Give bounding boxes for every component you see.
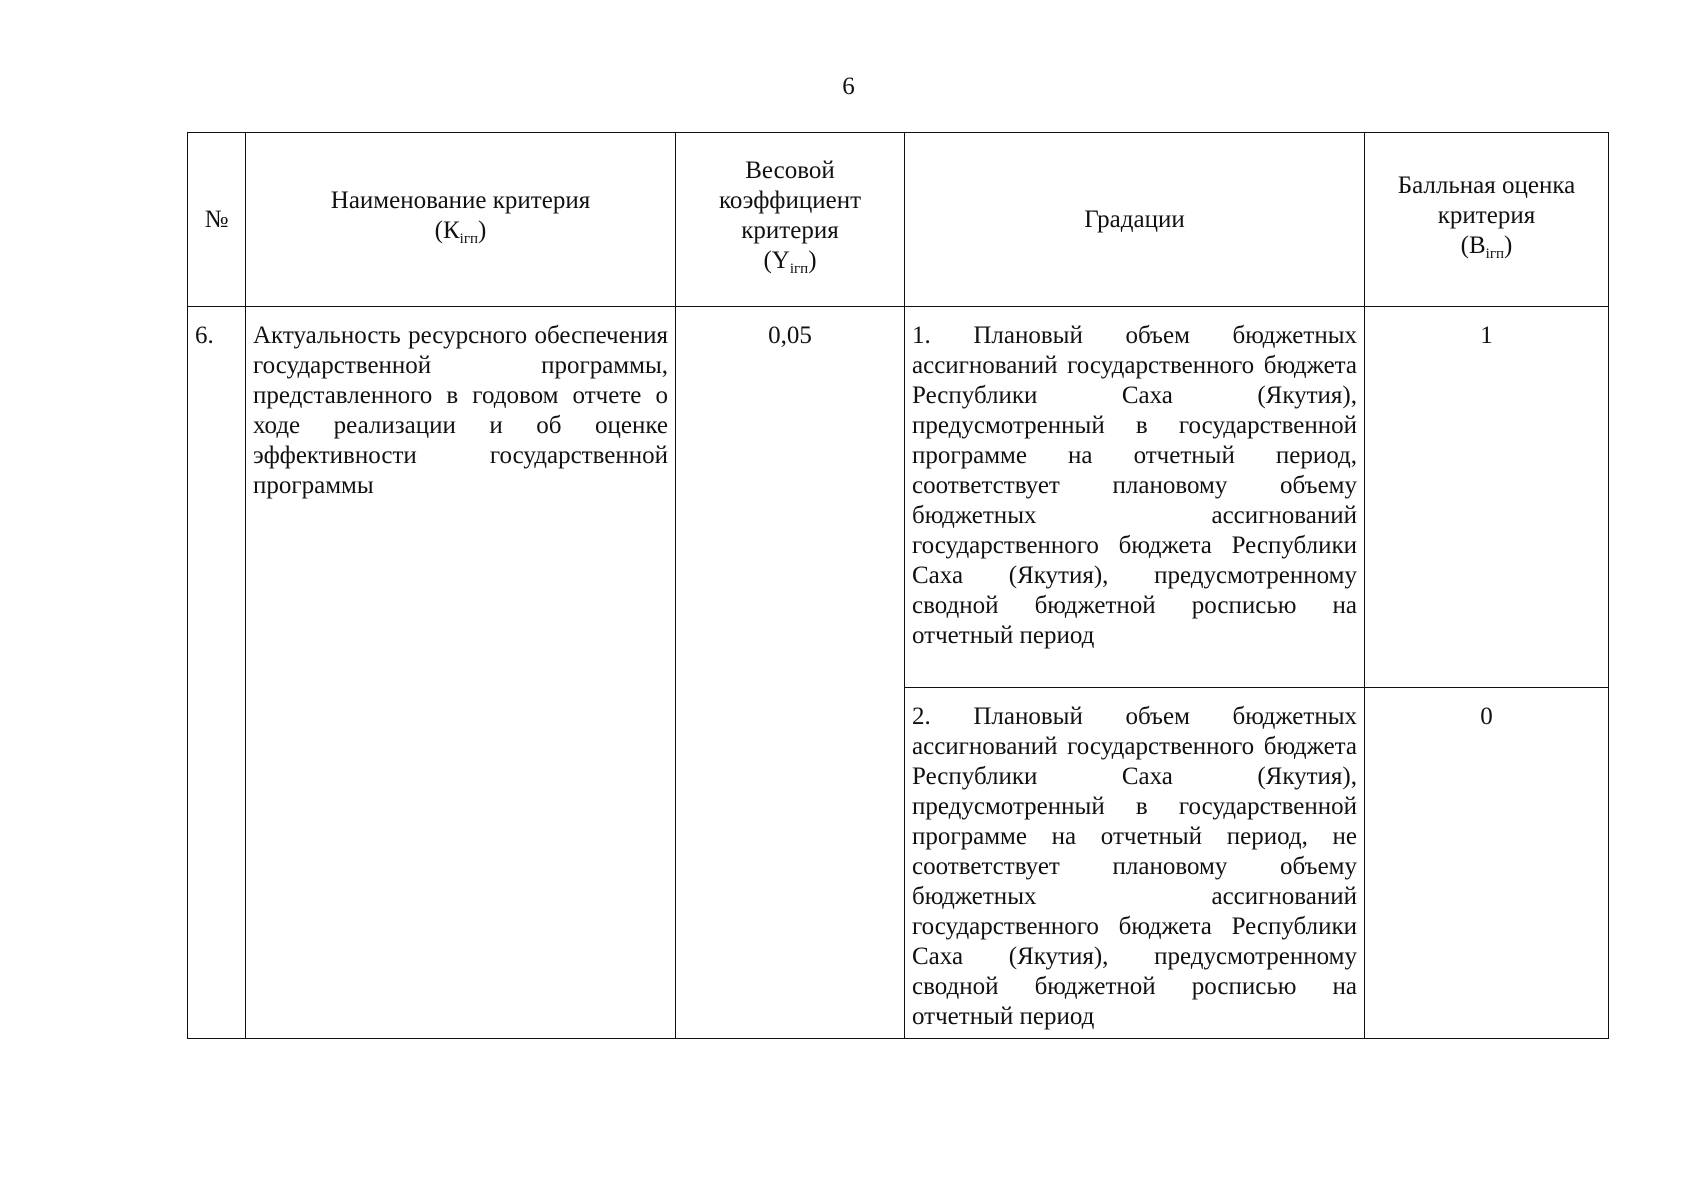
- header-score: [1365, 133, 1609, 307]
- score-cell-2: 0: [1365, 688, 1609, 1039]
- header-criterion-name-label: Наименование критерия: [330, 186, 591, 214]
- header-score-line-1: Балльная оценка: [1397, 171, 1576, 199]
- row-number: 6.: [188, 307, 246, 1039]
- criterion-name-cell: Актуальность ресурсного обеспечения государственной программы, представленного в годовом отчете о ходе реализации и об оценке эффективности государственной программы: [246, 307, 676, 1039]
- header-weight-line-2: коэффициент: [718, 186, 862, 214]
- header-weight: [676, 133, 905, 307]
- header-criterion-name: [246, 133, 676, 307]
- page-number: 6: [842, 73, 855, 100]
- header-weight-symbol: $(Y_{iгп})$: [763, 246, 817, 277]
- gradation-cell-1: 1. Плановый объем бюджетных ассигнований государственного бюджета Республики Саха (Якутия), предусмотренный в государственной программе на отчетный период, соответствует плановому объему бюджетных ассигнований государственного бюджета Республики Саха (Якутия), предусмотренному сводной бюджетной росписью на отчетный период: [905, 307, 1365, 688]
- weight-cell: 0,05: [676, 307, 905, 1039]
- table-row: [188, 307, 1609, 688]
- criteria-table: [187, 132, 1609, 1039]
- gradation-cell-2: 2. Плановый объем бюджетных ассигнований государственного бюджета Республики Саха (Якутия), предусмотренный в государственной программе на отчетный период, не соответствует плановому объему бюджетных ассигнований государственного бюджета Республики Саха (Якутия), предусмотренному сводной бюджетной росписью на отчетный период: [905, 688, 1365, 1039]
- header-score-line-2: критерия: [1437, 201, 1536, 229]
- header-criterion-symbol: $(К_{iгп})$: [434, 216, 487, 247]
- header-weight-line-3: критерия: [741, 216, 839, 244]
- table-header-row: [188, 133, 1609, 307]
- header-number: №: [188, 133, 246, 307]
- score-cell-1: 1: [1365, 307, 1609, 688]
- header-score-symbol: $(B_{iгп})$: [1460, 231, 1513, 262]
- header-gradations: Градации: [905, 133, 1365, 307]
- header-weight-line-1: Весовой: [745, 156, 835, 184]
